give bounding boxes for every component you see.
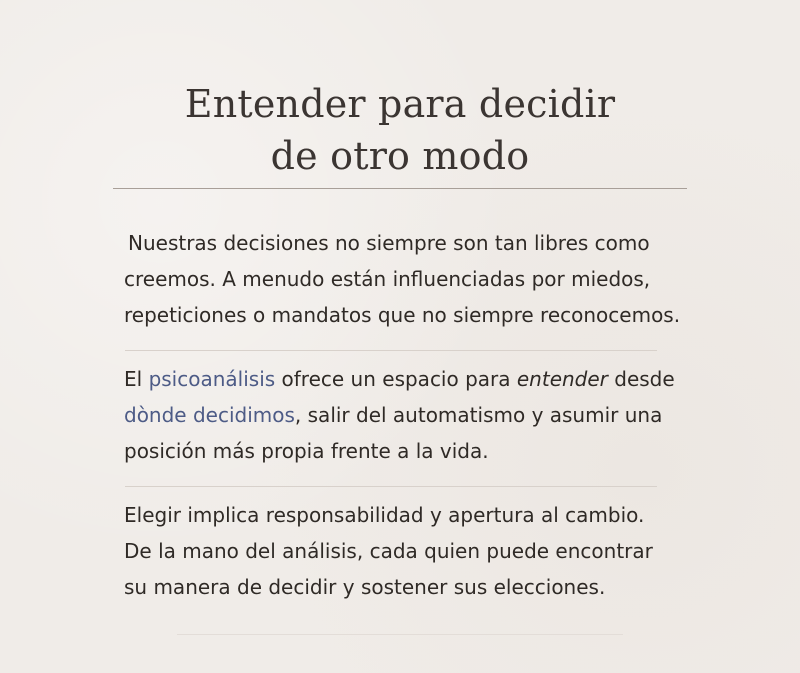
paragraph-3 xyxy=(124,497,684,605)
paragraph-2-line-1 xyxy=(124,361,684,397)
title-divider xyxy=(113,188,687,189)
paragraph-2-prefix: El xyxy=(124,367,149,391)
paragraph-1-line-3: repeticiones o mandatos que no siempre reconocemos. xyxy=(124,303,681,327)
paragraph-3-line-3: su manera de decidir y sostener sus elecciones. xyxy=(124,575,606,599)
paragraph-2-middle: ofrece un espacio para xyxy=(275,367,517,391)
psicoanalisis-link[interactable]: psicoanálisis xyxy=(148,367,276,391)
paragraph-2-line-3: posición más propia frente a la vida. xyxy=(124,439,489,463)
paragraph-2-line-2-suffix: , salir del automatismo y asumir una xyxy=(294,403,663,427)
paragraph-2 xyxy=(124,361,684,469)
paragraph-1-line-2: creemos. A menudo están influenciadas por miedos, xyxy=(124,267,651,291)
title-line-1: Entender para decidir xyxy=(184,82,616,126)
paragraph-1 xyxy=(124,225,684,333)
page-title xyxy=(0,78,800,182)
section-divider-2 xyxy=(125,486,657,487)
paragraph-1-line-1: Nuestras decisiones no siempre son tan libres como xyxy=(128,231,650,255)
paragraph-2-suffix: desde xyxy=(607,367,675,391)
paragraph-2-line-2 xyxy=(124,397,684,433)
title-line-2: de otro modo xyxy=(270,134,530,178)
entender-emphasis: entender xyxy=(516,367,608,391)
paragraph-3-line-2: De la mano del análisis, cada quien puede encontrar xyxy=(124,539,653,563)
donde-decidimos-link[interactable]: dònde decidimos xyxy=(124,403,295,427)
paragraph-3-line-1: Elegir implica responsabilidad y apertura al cambio. xyxy=(124,503,645,527)
section-divider-1 xyxy=(125,350,657,351)
footer-divider xyxy=(177,634,623,635)
